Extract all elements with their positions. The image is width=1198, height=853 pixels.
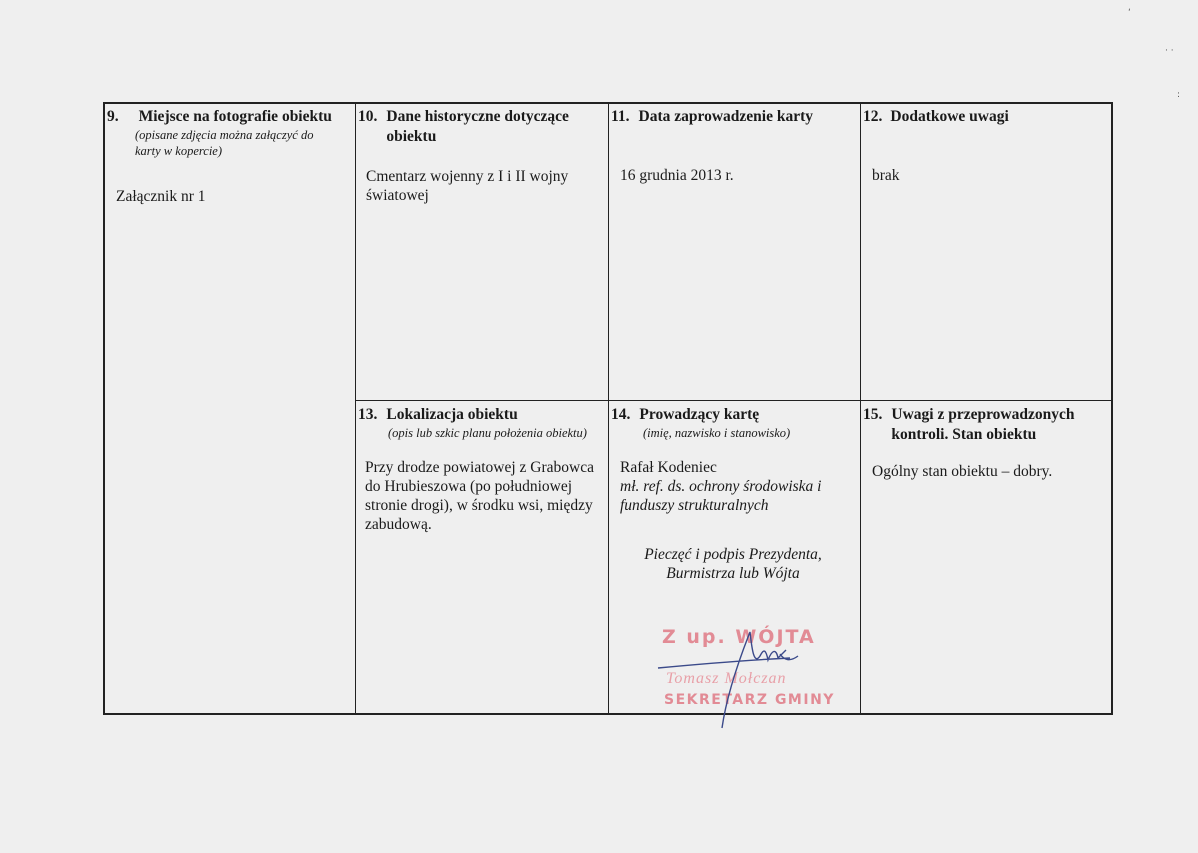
- scan-mark: ‘: [1128, 8, 1131, 18]
- cell-note: (opis lub szkic planu położenia obiektu): [388, 426, 587, 440]
- cell-title: Data zaprowadzenie karty: [638, 108, 814, 125]
- cell-number: 13.: [358, 406, 378, 423]
- cell-title: Uwagi z przeprowadzonych kontroli. Stan obiektu: [891, 406, 1075, 443]
- record-table: [103, 102, 1113, 715]
- cell-title: Miejsce na fotografie obiektu: [138, 108, 332, 125]
- official-stamp: [640, 620, 840, 720]
- cell-value: 16 grudnia 2013 r.: [620, 167, 734, 184]
- stamp-line-1: Z up. WÓJTA: [662, 626, 816, 648]
- scan-mark: :: [1177, 90, 1181, 100]
- stamp-line-2: Tomasz Mołczan: [666, 670, 787, 687]
- keeper-position: mł. ref. ds. ochrony środowiska i funduszy strukturalnych: [620, 478, 822, 514]
- cell-value: Ogólny stan obiektu – dobry.: [872, 463, 1053, 480]
- cell-date: [609, 104, 860, 399]
- scan-mark: · ·: [1165, 46, 1174, 56]
- signature-icon: [640, 620, 840, 730]
- cell-title: Prowadzący kartę: [639, 406, 760, 423]
- cell-value: Przy drodze powiatowej z Grabowca do Hrubieszowa (po południowej stronie drogi), w środku wsi, między zabudową.: [365, 459, 594, 533]
- cell-number: 15.: [863, 406, 883, 423]
- cell-value: brak: [872, 167, 900, 184]
- cell-title: Dane historyczne dotyczące obiektu: [386, 108, 569, 145]
- cell-inspection: [861, 402, 1111, 702]
- stamp-line-3: SEKRETARZ GMINY: [664, 692, 835, 708]
- cell-title: Dodatkowe uwagi: [890, 108, 1009, 125]
- cell-number: 10.: [358, 108, 378, 125]
- keeper-name: Rafał Kodeniec: [620, 459, 717, 476]
- cell-remarks: [861, 104, 1111, 399]
- cell-number: 14.: [611, 406, 631, 423]
- cell-number: 11.: [611, 108, 630, 125]
- cell-value: Załącznik nr 1: [116, 188, 206, 205]
- row-divider: [355, 400, 1111, 401]
- cell-title: Lokalizacja obiektu: [386, 406, 518, 423]
- cell-note: (imię, nazwisko i stanowisko): [643, 426, 791, 440]
- cell-number: 12.: [863, 108, 883, 125]
- cell-history: [356, 104, 608, 399]
- cell-number: 9.: [107, 108, 119, 125]
- cell-value: Cmentarz wojenny z I i II wojny światowej: [366, 168, 569, 204]
- cell-location: [356, 402, 608, 702]
- seal-caption: Pieczęć i podpis Prezydenta, Burmistrza lub Wójta: [644, 546, 822, 582]
- cell-photos: [105, 104, 355, 704]
- cell-note: (opisane zdjęcia można załączyć do karty w kopercie): [135, 128, 314, 158]
